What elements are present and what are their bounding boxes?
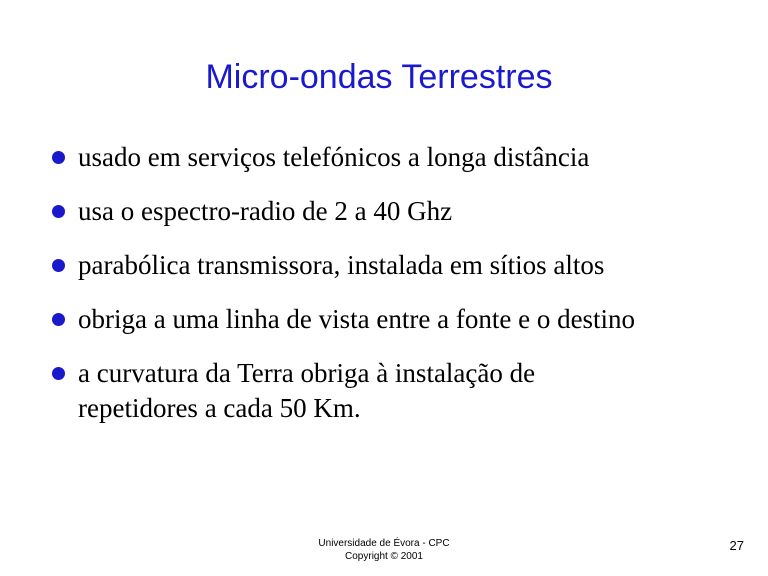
bullet-text: obriga a uma linha de vista entre a fonte e o destino: [78, 304, 636, 334]
bullet-dot-icon: [52, 313, 65, 326]
bullet-item: [52, 140, 752, 175]
bullet-dot-icon: [52, 259, 65, 272]
bullet-text: parabólica transmissora, instalada em sítios altos: [78, 250, 605, 280]
bullet-dot-icon: [52, 367, 65, 380]
slide-title: Micro-ondas Terrestres: [205, 58, 553, 96]
bullet-text: usa o espectro-radio de 2 a 40 Ghz: [78, 196, 453, 226]
footer: [284, 537, 484, 563]
bullet-item: [52, 356, 752, 426]
bullet-item: [52, 194, 752, 229]
bullet-text: a curvatura da Terra obriga à instalação de repetidores a cada 50 Km.: [78, 358, 536, 423]
bullet-dot-icon: [52, 205, 65, 218]
bullet-item: [52, 302, 752, 337]
bullet-list: [52, 140, 752, 445]
page-number: 27: [729, 538, 744, 553]
bullet-item: [52, 248, 752, 283]
footer-copyright: Copyright © 2001: [345, 551, 423, 562]
bullet-text: usado em serviços telefónicos a longa distância: [78, 142, 590, 172]
footer-institution: Universidade de Évora - CPC: [318, 538, 450, 549]
bullet-dot-icon: [52, 151, 65, 164]
